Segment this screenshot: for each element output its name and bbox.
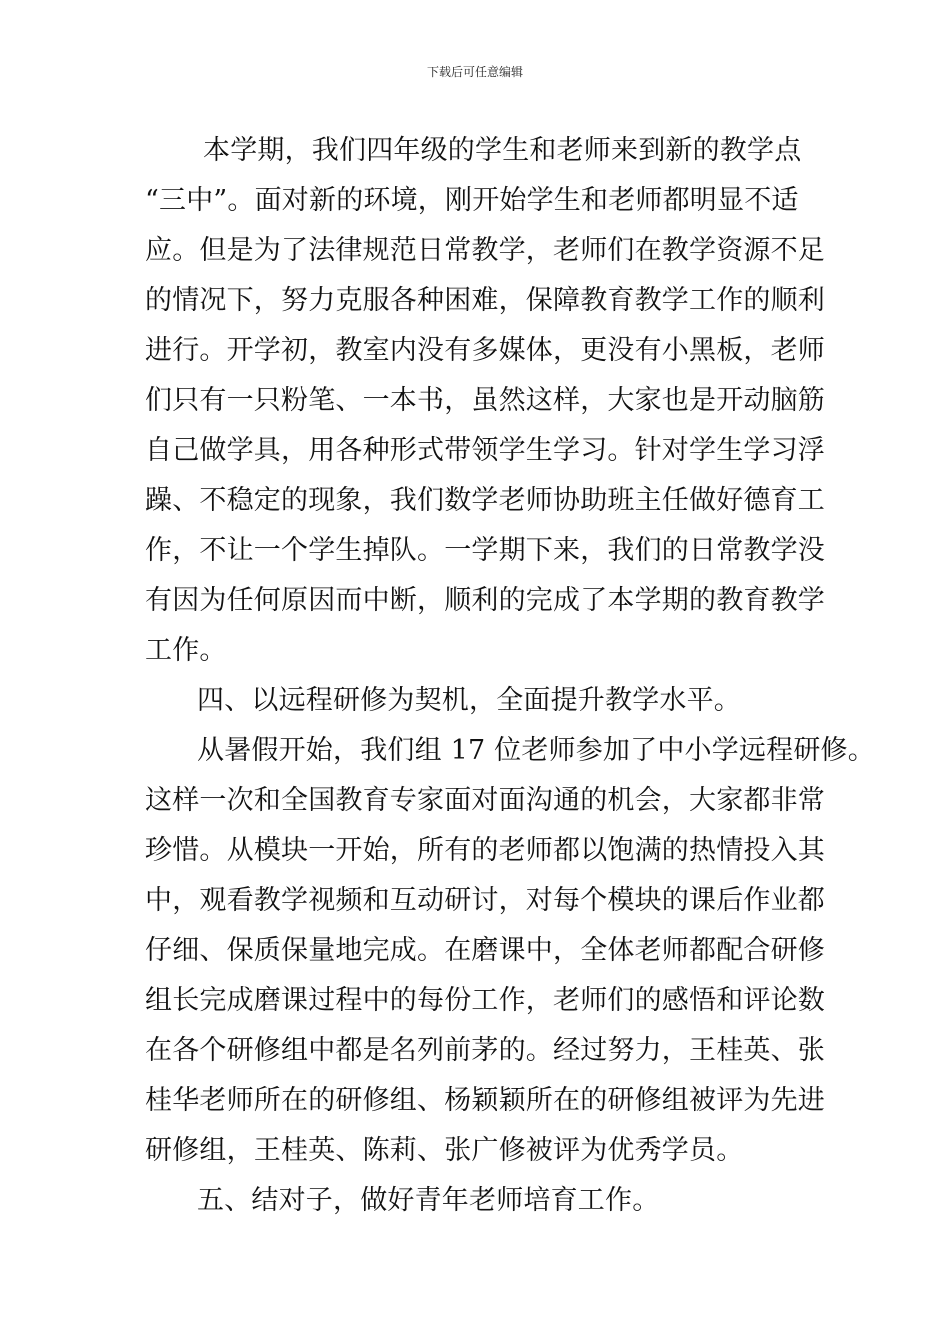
- paragraph-line: “三中”。面对新的环境，刚开始学生和老师都明显不适: [145, 185, 799, 216]
- paragraph-line: 有因为任何原因而中断，顺利的完成了本学期的教育教学: [145, 585, 825, 616]
- paragraph-line: 仔细、保质保量地完成。在磨课中，全体老师都配合研修: [145, 935, 825, 966]
- paragraph-line: 自己做学具，用各种形式带领学生学习。针对学生学习浮: [145, 435, 825, 466]
- paragraph-line: 应。但是为了法律规范日常教学，老师们在教学资源不足: [145, 235, 825, 266]
- paragraph-line: 躁、不稳定的现象，我们数学老师协助班主任做好德育工: [145, 485, 825, 516]
- paragraph-line: 进行。开学初，教室内没有多媒体，更没有小黑板，老师: [145, 335, 825, 366]
- paragraph-line: 从暑假开始，我们组 17 位老师参加了中小学远程研修。: [197, 735, 875, 766]
- paragraph-line: 组长完成磨课过程中的每份工作，老师们的感悟和评论数: [145, 985, 825, 1016]
- paragraph-line: 工作。: [145, 635, 227, 666]
- paragraph-line: 的情况下，努力克服各种困难，保障教育教学工作的顺利: [145, 285, 825, 316]
- paragraph-line: 作，不让一个学生掉队。一学期下来，我们的日常教学没: [145, 535, 825, 566]
- paragraph-line: 们只有一只粉笔、一本书，虽然这样，大家也是开动脑筋: [145, 385, 825, 416]
- section-heading: 五、结对子，做好青年老师培育工作。: [197, 1185, 660, 1216]
- paragraph-line: 研修组，王桂英、陈莉、张广修被评为优秀学员。: [145, 1135, 744, 1166]
- paragraph-line: 这样一次和全国教育专家面对面沟通的机会，大家都非常: [145, 785, 825, 816]
- paragraph-line: 本学期，我们四年级的学生和老师来到新的教学点: [203, 135, 802, 166]
- section-heading: 四、以远程研修为契机，全面提升教学水平。: [197, 685, 741, 716]
- paragraph-line: 在各个研修组中都是名列前茅的。经过努力，王桂英、张: [145, 1035, 825, 1066]
- paragraph-line: 中，观看教学视频和互动研讨，对每个模块的课后作业都: [145, 885, 825, 916]
- page-header: 下载后可任意编辑: [426, 65, 523, 79]
- paragraph-line: 桂华老师所在的研修组、杨颖颖所在的研修组被评为先进: [145, 1085, 825, 1116]
- paragraph-line: 珍惜。从模块一开始，所有的老师都以饱满的热情投入其: [145, 835, 825, 866]
